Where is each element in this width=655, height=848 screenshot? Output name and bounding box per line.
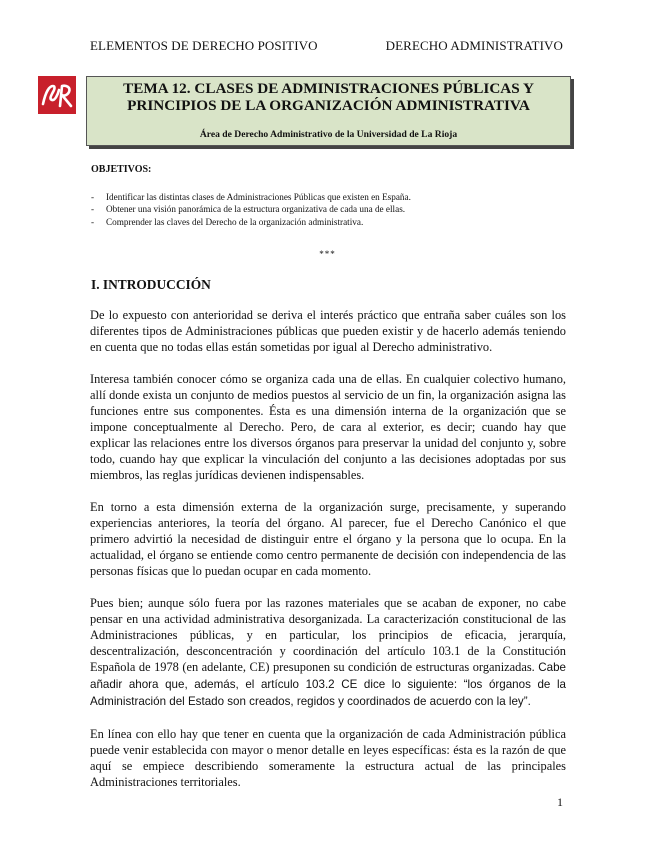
- bullet-dash: -: [91, 204, 95, 215]
- bullet-dash: -: [91, 192, 95, 202]
- paragraph: En línea con ello hay que tener en cuenta que la organización de cada Administración pública puede venir establecida con mayor o menor detalle en leyes específicas: ésta es la razón de que aquí se empiece describiendo someramente la estructura actual de las principales Administraciones territoriales.: [90, 727, 566, 789]
- paragraph: Interesa también conocer cómo se organiza cada una de ellas. En cualquier colectivo humano, allí donde exista un conjunto de medios puestos al servicio de un fin, la organización asigna las funciones entre sus componentes. Ésta es una dimensión interna de la organización que se impone conceptualmente al Derecho. Pero, de cara al exterior, es decir; cuando hay que explicar las relaciones entre los diversos órganos para preservar la unidad del conjunto y, sobre todo, cuando hay que explicar la vinculación del conjunto a las decisiones adoptadas por sus miembros, las reglas jurídicas devienen indispensables.: [90, 372, 566, 482]
- bullet-dash: -: [91, 216, 95, 227]
- objective-item: [91, 216, 566, 228]
- objective-item: [91, 203, 566, 215]
- objectives-list: [91, 191, 566, 228]
- title-box: [86, 76, 571, 146]
- university-logo: [38, 76, 76, 114]
- page-number: 1: [557, 795, 563, 809]
- objective-item: [91, 191, 566, 203]
- section-heading: I. INTRODUCCIÓN: [91, 277, 211, 292]
- document-title: [87, 80, 570, 114]
- objective-text: Identificar las distintas clases de Administraciones Públicas que existen en España.: [106, 192, 411, 202]
- objectives-section: [91, 164, 566, 228]
- document-subtitle: Área de Derecho Administrativo de la Universidad de La Rioja: [199, 129, 458, 140]
- section-separator: ***: [319, 249, 336, 259]
- title-line-2: PRINCIPIOS DE LA ORGANIZACIÓN ADMINISTRATIVA: [127, 97, 530, 114]
- paragraph: De lo expuesto con anterioridad se deriva el interés práctico que entraña saber cuáles son los diferentes tipos de Administraciones públicas que pueden existir y de hacerlo además teniendo en cuenta que no todas ellas están sometidas por igual al Derecho administrativo.: [90, 308, 566, 354]
- body-text: [90, 307, 566, 806]
- objective-text: Comprender las claves del Derecho de la organización administrativa.: [106, 216, 364, 227]
- header-right-title: DERECHO ADMINISTRATIVO: [385, 38, 563, 53]
- paragraph-text: Pues bien; aunque sólo fuera por las razones materiales que se acaban de exponer, no cabe pensar en una actividad administrativa desorganizada. La caracterización constitucional de las Administraciones públicas, y en particular, los principios de eficacia, jerarquía, descentralización, desconcentración y coordinación del artículo 103.1 de la Constitución Española de 1978 (en adelante, CE) presuponen su condición de estructuras organizadas.: [90, 596, 566, 674]
- paragraph-inserted-text: Cabe añadir ahora que, además, el artículo 103.2 CE dice lo siguiente: “los órganos de la Administración del Estado son creados, regidos y coordinados de acuerdo con la ley”.: [90, 661, 566, 708]
- objective-text: Obtener una visión panorámica de la estructura organizativa de cada una de ellas.: [106, 204, 406, 215]
- university-logo-icon: [40, 80, 74, 110]
- header-left-title: ELEMENTOS DE DERECHO POSITIVO: [90, 38, 318, 53]
- paragraph: En torno a esta dimensión externa de la organización surge, precisamente, y superando experiencias anteriores, la teoría del órgano. Al parecer, fue el Derecho Canónico el que primero advirtió la necesidad de distinguir entre el órgano y la persona que lo ocupa. En la actualidad, el órgano se entiende como centro permanente de decisión con independencia de las personas físicas que lo puedan ocupar en cada momento.: [90, 500, 566, 578]
- objectives-heading: OBJETIVOS:: [91, 164, 152, 175]
- paragraph: [90, 595, 566, 710]
- title-line-1: TEMA 12. CLASES DE ADMINISTRACIONES PÚBLICAS Y: [123, 80, 534, 97]
